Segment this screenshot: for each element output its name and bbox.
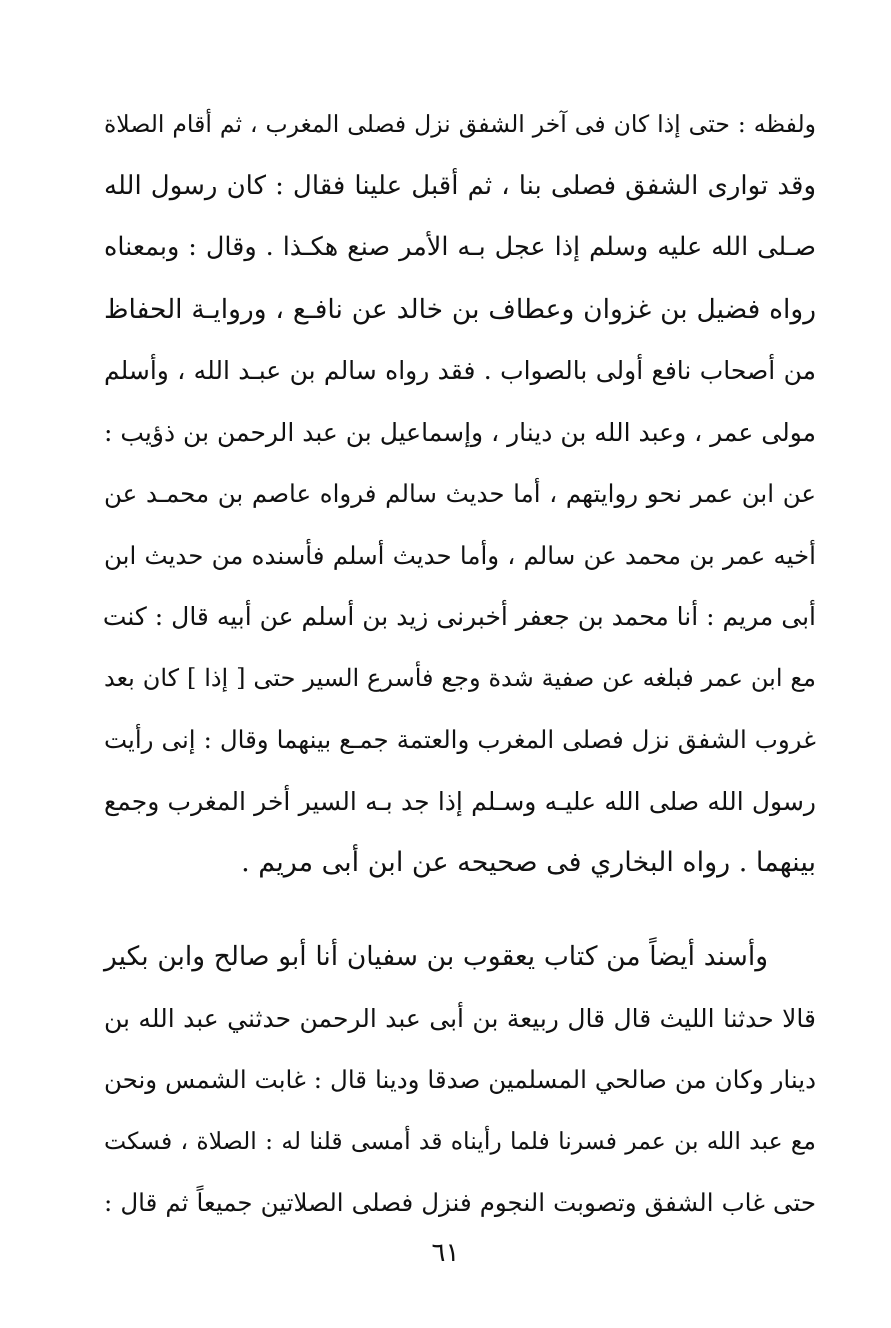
text-line: حتى غاب الشفق وتصوبت النجوم فنزل فصلى الصلاتين جميعاً ثم قال : [104,1188,816,1217]
text-line: أخيه عمر بن محمد عن سالم ، وأما حديث أسلم فأسنده من حديث ابن [104,540,816,570]
text-line: ولفظه : حتى إذا كان فى آخر الشفق نزل فصلى المغرب ، ثم أقام الصلاة [104,110,816,138]
text-line: صـلى الله عليه وسلم إذا عجل بـه الأمر صنع هكـذا . وقال : وبمعناه [104,232,816,262]
text-line: رواه فضيل بن غزوان وعطاف بن خالد عن نافـع ، وروايـة الحفاظ [104,293,816,325]
text-line: وأسند أيضاً من كتاب يعقوب بن سفيان أنا أبو صالح وابن بكير [104,941,768,972]
paragraph-1 [104,94,816,894]
text-line: مع عبد الله بن عمر فسرنا فلما رأيناه قد أمسى قلنا له : الصلاة ، فسكت [104,1126,816,1155]
text-line: أبى مريم : أنا محمد بن جعفر أخبرنى زيد بن أسلم عن أبيه قال : كنت [102,602,816,631]
page-number: ٦١ [431,1238,460,1268]
text-line: وقد توارى الشفق فصلى بنا ، ثم أقبل علينا فقال : كان رسول الله [104,170,816,201]
text-line: مع ابن عمر فبلغه عن صفية شدة وجع فأسرع السير حتى [ إذا ] كان بعد [104,663,816,692]
text-line: بينهما . رواه البخاري فى صحيحه عن ابن أبى مريم . [241,847,816,878]
text-line: قالا حدثنا الليث قال قال ربيعة بن أبى عبد الرحمن حدثني عبد الله بن [104,1003,816,1033]
text-line: عن ابن عمر نحو روايتهم ، أما حديث سالم فرواه عاصم بن محمـد عن [104,479,816,508]
text-line: مولى عمر ، وعبد الله بن دينار ، وإسماعيل بن عبد الرحمن بن ذؤيب : [104,417,816,447]
text-line: غروب الشفق نزل فصلى المغرب والعتمة جمـع بينهما وقال : إنى رأيت [104,725,816,754]
text-line: من أصحاب نافع أولى بالصواب . فقد رواه سالم بن عبـد الله ، وأسلم [104,356,816,385]
text-line: رسول الله صلى الله عليـه وسـلم إذا جد بـه السير أخر المغرب وجمع [104,786,816,816]
text-line: دينار وكان من صالحي المسلمين صدقا ودينا قال : غابت الشمس ونحن [104,1065,816,1094]
paragraph-2 [104,926,816,1234]
